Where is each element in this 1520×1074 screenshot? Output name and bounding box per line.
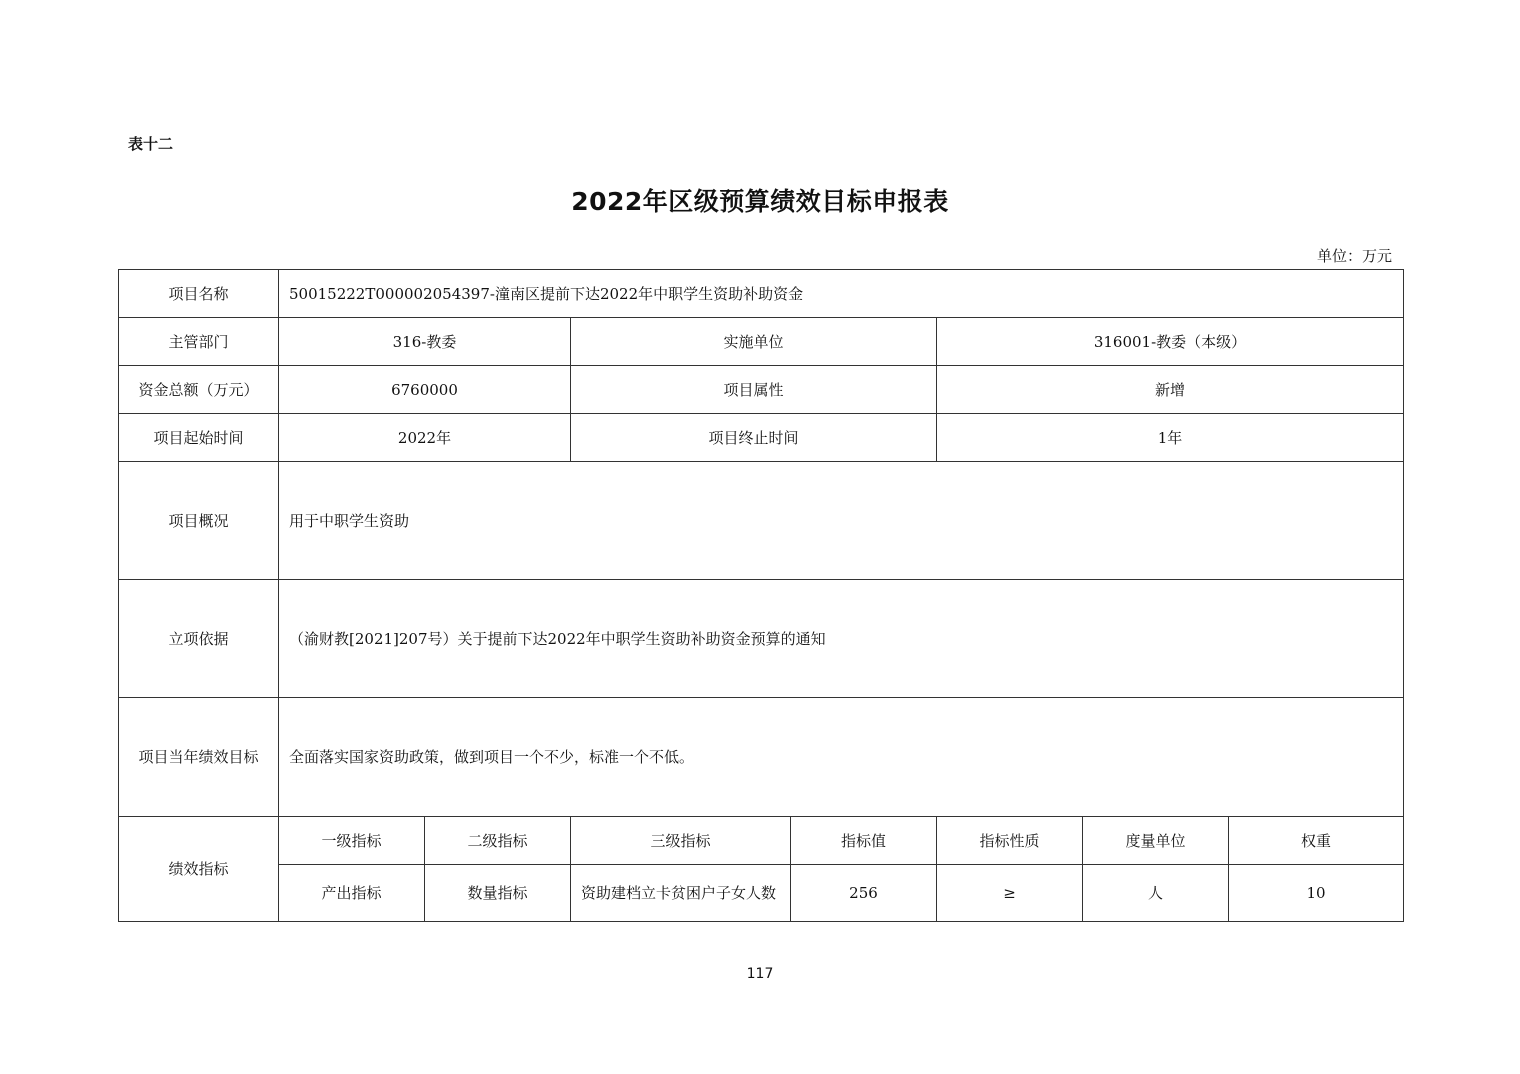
page-number: 117 [746,966,774,982]
indicator-header-level2: 二级指标 [425,817,571,865]
indicator-header-weight: 权重 [1229,817,1404,865]
start-time-value: 2022年 [279,414,571,462]
indicator-header-row [119,817,1404,865]
fund-row [119,366,1404,414]
end-time-value: 1年 [937,414,1404,462]
basis-row [119,580,1404,698]
performance-form-table [118,269,1404,922]
indicator-level3: 资助建档立卡贫困户子女人数 [571,865,791,922]
table-number: 表十二 [128,135,174,153]
indicator-level1: 产出指标 [279,865,425,922]
end-time-label: 项目终止时间 [571,414,937,462]
department-label: 主管部门 [119,318,279,366]
goal-value: 全面落实国家资助政策，做到项目一个不少，标准一个不低。 [279,698,1404,817]
overview-label: 项目概况 [119,462,279,580]
indicator-value: 256 [791,865,937,922]
unit-label: 单位：万元 [1316,247,1392,265]
department-value: 316-教委 [279,318,571,366]
indicator-header-level1: 一级指标 [279,817,425,865]
indicator-header-unit: 度量单位 [1083,817,1229,865]
document-title: 2022年区级预算绩效目标申报表 [571,187,949,216]
basis-value: （渝财教[2021]207号）关于提前下达2022年中职学生资助补助资金预算的通知 [279,580,1404,698]
project-attribute-label: 项目属性 [571,366,937,414]
basis-label: 立项依据 [119,580,279,698]
project-name-row [119,270,1404,318]
table-row [119,865,1404,922]
indicator-nature: ≥ [937,865,1083,922]
indicator-header-value: 指标值 [791,817,937,865]
start-time-label: 项目起始时间 [119,414,279,462]
indicator-unit: 人 [1083,865,1229,922]
fund-total-label: 资金总额（万元） [119,366,279,414]
overview-row [119,462,1404,580]
period-row [119,414,1404,462]
indicator-header-level3: 三级指标 [571,817,791,865]
implementing-unit-label: 实施单位 [571,318,937,366]
overview-value: 用于中职学生资助 [279,462,1404,580]
project-name-value: 50015222T000002054397-潼南区提前下达2022年中职学生资助补助资金 [279,270,1404,318]
performance-indicator-label: 绩效指标 [119,817,279,922]
implementing-unit-value: 316001-教委（本级） [937,318,1404,366]
department-row [119,318,1404,366]
project-attribute-value: 新增 [937,366,1404,414]
indicator-header-nature: 指标性质 [937,817,1083,865]
goal-label: 项目当年绩效目标 [119,698,279,817]
project-name-label: 项目名称 [119,270,279,318]
indicator-weight: 10 [1229,865,1404,922]
fund-total-value: 6760000 [279,366,571,414]
indicator-level2: 数量指标 [425,865,571,922]
goal-row [119,698,1404,817]
